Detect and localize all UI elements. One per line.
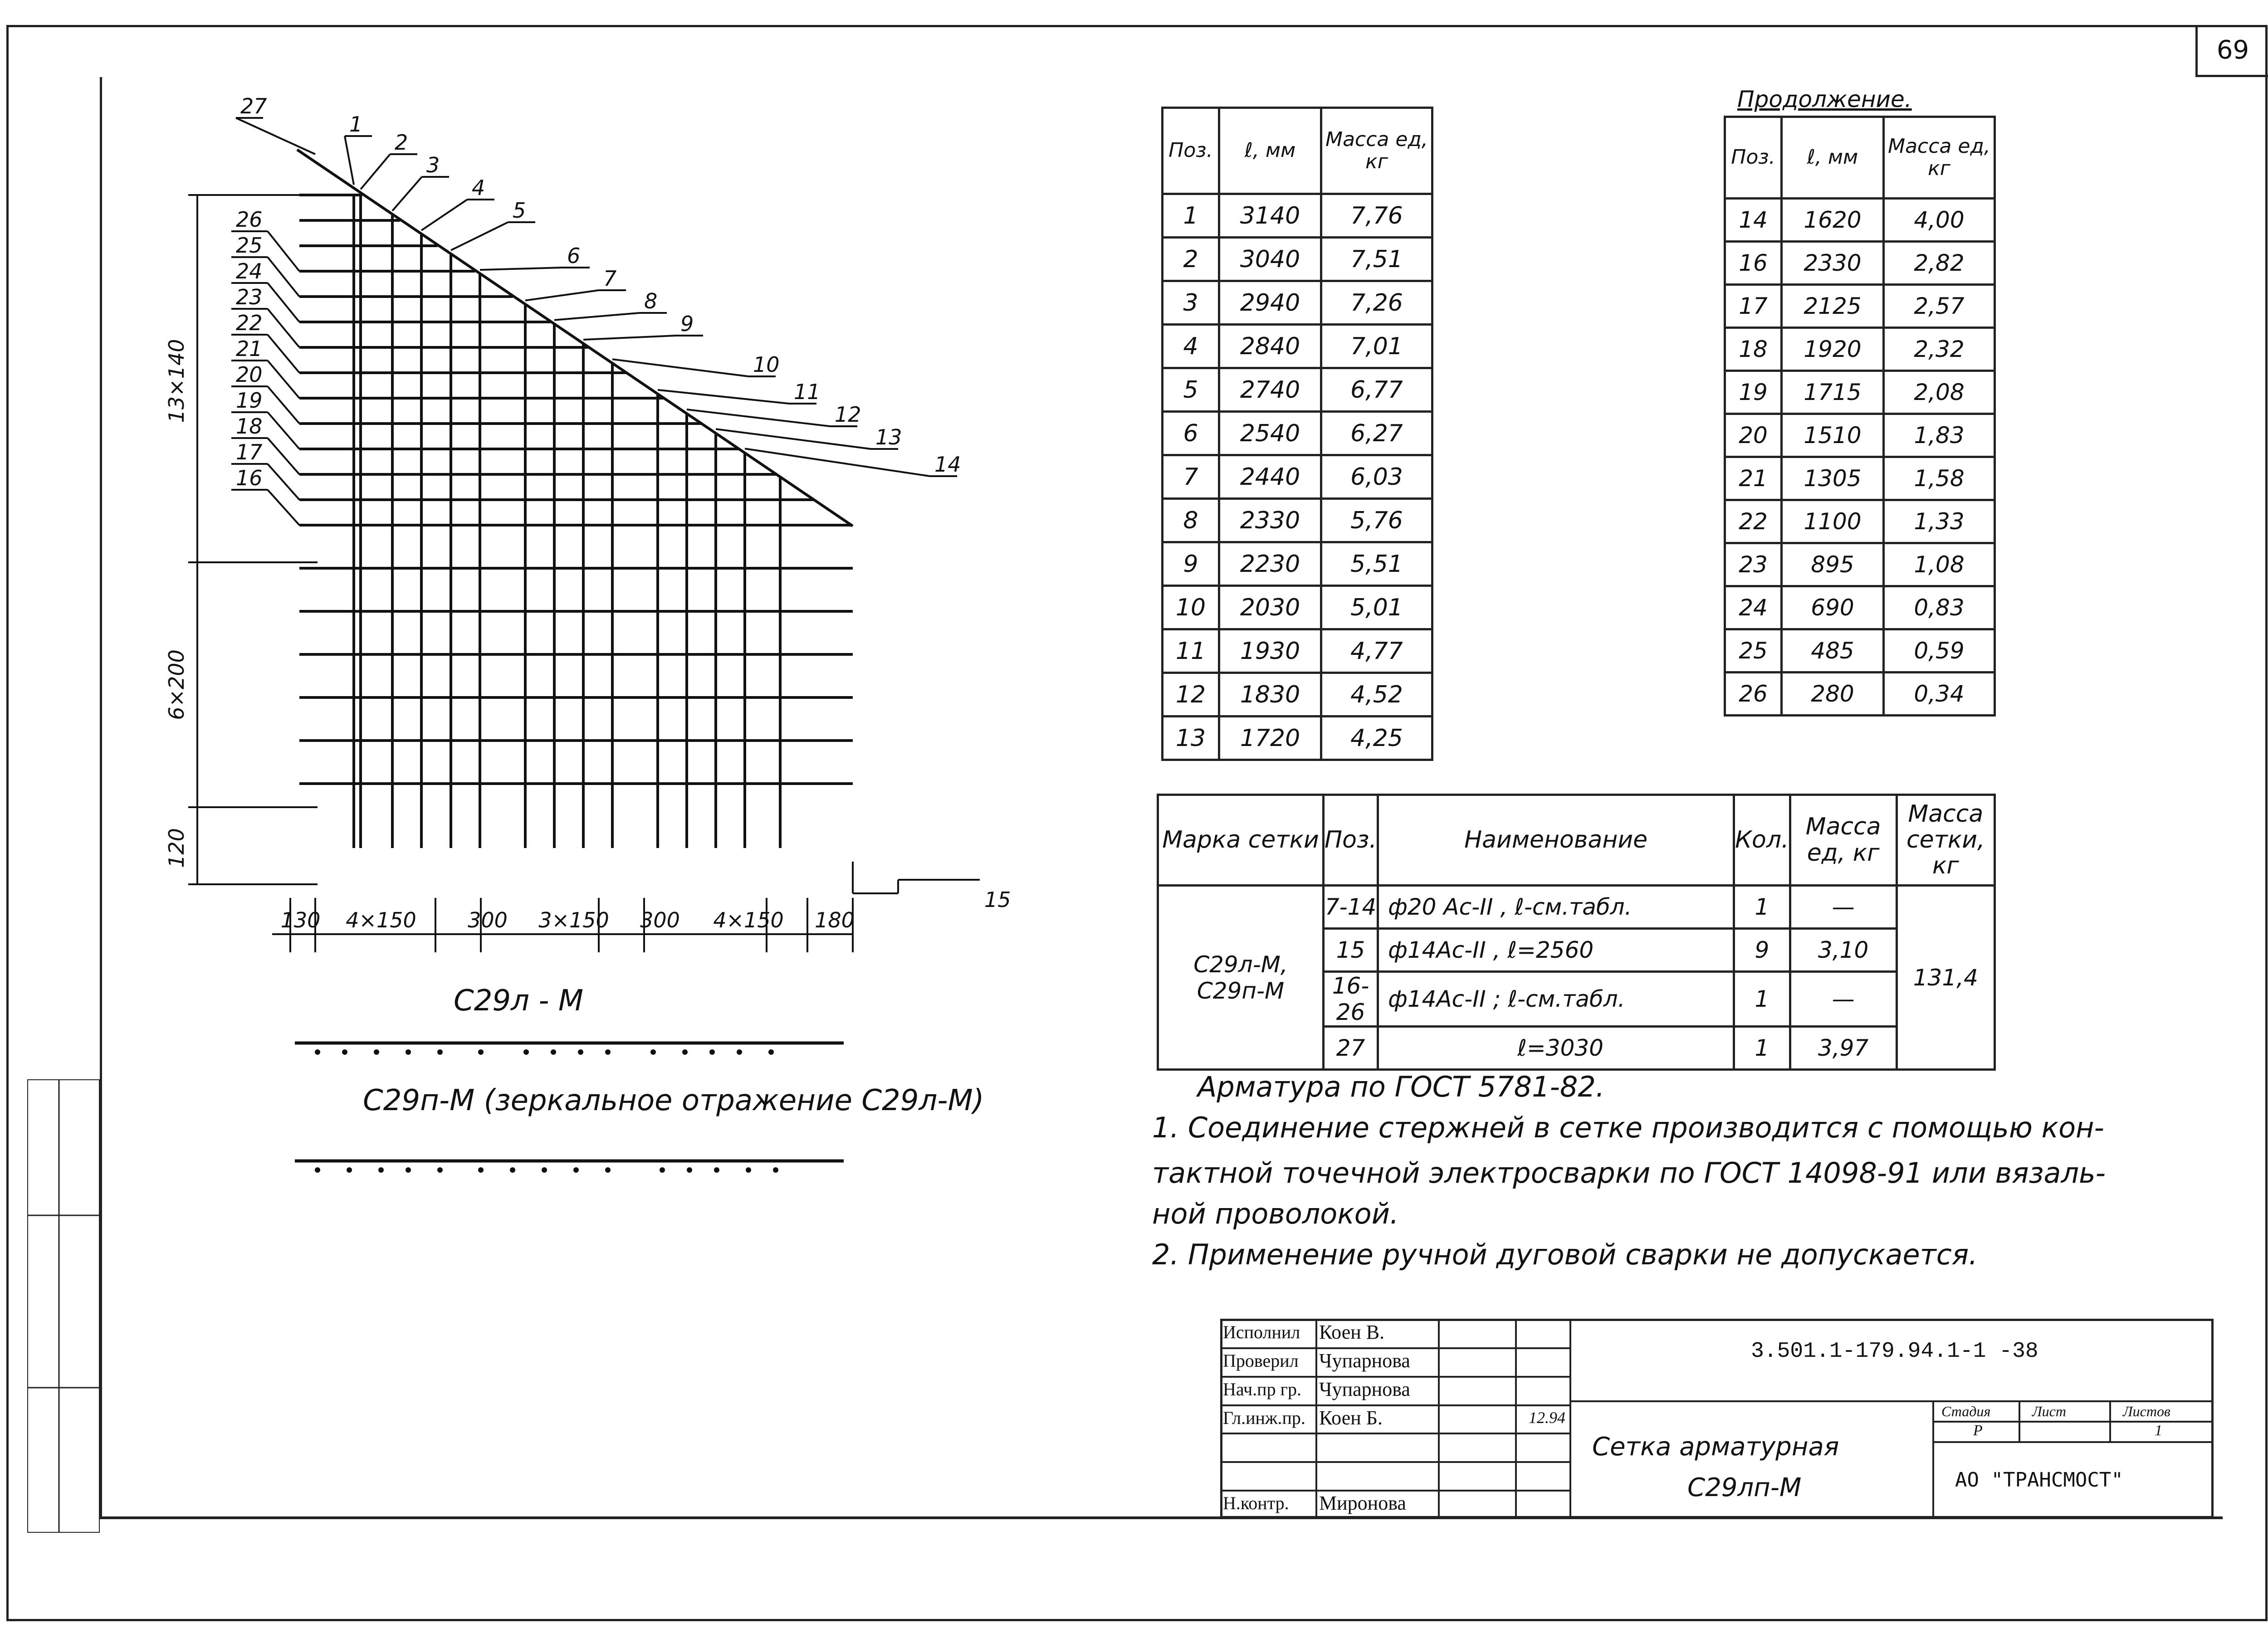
table-row [1163,499,1432,542]
title-block-divider [1932,1400,1934,1518]
cell-pos: 26 [1725,673,1782,716]
header-name: Наименование [1378,795,1734,886]
note-1-line2: тактной точечной электросварки по ГОСТ 14098-91 или вязаль- [1152,1156,2106,1189]
cell-length: 2030 [1219,586,1321,629]
cell-pos: 3 [1163,281,1219,325]
table-row [1163,325,1432,368]
spec-name: ф14Аc-II ; ℓ-см.табл. [1378,972,1734,1027]
table-row [1163,238,1432,281]
table-row [1725,457,1995,500]
bar-section-dot [374,1049,379,1055]
header-qty: Кол. [1734,795,1790,886]
bar-section-dot [347,1167,352,1173]
mesh-mark: С29л-М, С29п-М [1158,886,1324,1070]
header-pos: Поз. [1725,117,1782,199]
cell-length: 1715 [1782,371,1884,414]
doc-code: 3.501.1-179.94.1-1 -38 [1751,1339,2038,1364]
cell-mass: 4,25 [1321,717,1432,760]
spec-mass: 3,97 [1790,1027,1897,1070]
note-2: 2. Применение ручной дуговой сварки не допускается. [1152,1238,1978,1271]
cell-mass: 7,51 [1321,238,1432,281]
header-mass: Масса ед, кг [1884,117,1995,199]
table-row [1725,673,1995,716]
cell-length: 1930 [1219,629,1321,673]
bar-section-dot [378,1167,384,1173]
dimension-label: 6×200 [164,649,189,720]
table-row [1725,199,1995,242]
title-block-divider [1220,1433,1569,1434]
cell-mass: 0,34 [1884,673,1995,716]
cell-mass: 4,77 [1321,629,1432,673]
header-mass: Масса ед, кг [1321,108,1432,194]
cell-pos: 14 [1725,199,1782,242]
bar-section-dot [737,1049,742,1055]
cell-mass: 1,58 [1884,457,1995,500]
spec-mass: 3,10 [1790,929,1897,972]
table-row [1725,629,1995,673]
cell-mass: 5,51 [1321,542,1432,586]
cell-length: 2330 [1219,499,1321,542]
bar-section-dot [605,1167,611,1173]
cell-mass: 1,33 [1884,500,1995,543]
spec-pos: 16-26 [1324,972,1378,1027]
table-row [1725,500,1995,543]
title-block-divider [1569,1319,1571,1518]
cell-mass: 6,27 [1321,412,1432,455]
table-row [1163,542,1432,586]
cell-mass: 2,57 [1884,285,1995,328]
title-date: 12.94 [1529,1408,1565,1427]
bar-section-dot [714,1167,719,1173]
bar-section-dot [709,1049,715,1055]
spec-mass: — [1790,886,1897,929]
title-person: Коен Б. [1319,1406,1383,1429]
cell-pos: 7 [1163,455,1219,499]
mesh-caption: С29л - М [454,984,584,1018]
spec-table [1157,794,1996,1071]
cell-pos: 21 [1725,457,1782,500]
cell-pos: 22 [1725,500,1782,543]
sheets-value: 1 [2155,1422,2162,1439]
table-row [1163,412,1432,455]
position-label: 8 [644,289,658,313]
cell-mass: 5,76 [1321,499,1432,542]
cell-mass: 0,59 [1884,629,1995,673]
cell-length: 1830 [1219,673,1321,717]
title-person: Чупарнова [1319,1378,1410,1400]
position-label: 5 [513,198,526,223]
position-label: 23 [236,285,263,309]
dimension-label: 130 [280,908,321,932]
table-row [1163,455,1432,499]
table-row [1725,543,1995,586]
cell-pos: 1 [1163,194,1219,238]
spec-name: ф14Аc-II , ℓ=2560 [1378,929,1734,972]
cell-length: 2940 [1219,281,1321,325]
position-label: 10 [753,352,780,377]
cell-mass: 7,01 [1321,325,1432,368]
position-label: 27 [240,94,267,118]
title-person: Чупарнова [1319,1349,1410,1372]
table-row [1725,586,1995,629]
dimension-label: 120 [164,828,189,868]
cell-pos: 24 [1725,586,1782,629]
cell-pos: 8 [1163,499,1219,542]
dimension-label: 13×140 [164,339,189,423]
bar-section-dot [406,1049,411,1055]
spec-mass: — [1790,972,1897,1027]
cell-length: 485 [1782,629,1884,673]
cell-pos: 13 [1163,717,1219,760]
title-block-divider [1569,1400,2214,1402]
table-row [1725,285,1995,328]
header-unit-mass: Масса ед, кг [1790,795,1897,886]
cell-length: 2230 [1219,542,1321,586]
table-row [1163,281,1432,325]
spec-qty: 1 [1734,886,1790,929]
title-block-divider [2019,1400,2020,1441]
position-label: 20 [236,362,263,387]
total-mass: 131,4 [1897,886,1994,1070]
position-label: 13 [875,425,902,449]
title-block-divider [1220,1404,1569,1406]
cell-pos: 5 [1163,368,1219,412]
position-label: 16 [236,466,263,490]
table-row [1725,371,1995,414]
bar-section-dot [551,1049,556,1055]
cell-length: 2125 [1782,285,1884,328]
note-1-line1: 1. Соединение стержней в сетке производится с помощью кон- [1152,1111,2104,1144]
cell-mass: 6,03 [1321,455,1432,499]
bar-section-dot [660,1167,665,1173]
cell-mass: 2,32 [1884,328,1995,371]
cell-pos: 4 [1163,325,1219,368]
position-label: 14 [934,452,961,477]
header-mark: Марка сетки [1158,795,1324,886]
bar-section-dot [478,1167,484,1173]
position-label: 25 [236,233,263,258]
spec-pos: 27 [1324,1027,1378,1070]
cell-pos: 20 [1725,414,1782,457]
cell-pos: 17 [1725,285,1782,328]
cell-length: 2740 [1219,368,1321,412]
mesh-drawing [136,91,1043,975]
section-view-right [290,1147,857,1184]
position-label: 2 [395,130,408,155]
table-row [1163,629,1432,673]
bar-section-dot [605,1049,611,1055]
bar-section-dot [573,1167,579,1173]
table-row [1163,368,1432,412]
bar-section-dot [315,1167,320,1173]
note-gost: Арматура по ГОСТ 5781-82. [1198,1070,1605,1103]
cell-length: 1100 [1782,500,1884,543]
bar-section-dot [578,1049,583,1055]
table-row [1725,328,1995,371]
company-name: АО "ТРАНСМОСТ" [1955,1468,2123,1492]
header-total-mass: Масса сетки, кг [1897,795,1994,886]
position-label: 26 [236,207,263,232]
cell-mass: 2,82 [1884,242,1995,285]
continuation-table [1724,116,1996,717]
cell-mass: 2,08 [1884,371,1995,414]
header-pos: Поз. [1163,108,1219,194]
position-label: 12 [835,402,861,427]
cell-pos: 25 [1725,629,1782,673]
dimension-label: 300 [640,908,680,932]
dimension-label: 300 [468,908,508,932]
stage-value: Р [1973,1422,1983,1439]
position-label: 21 [236,336,263,361]
positions-table [1161,107,1433,761]
spec-qty: 1 [1734,1027,1790,1070]
bar-section-dot [510,1167,515,1173]
bar-section-dot [682,1049,688,1055]
cell-length: 2540 [1219,412,1321,455]
drawing-title: Сетка арматурная [1592,1432,1839,1462]
section-view-left [290,1029,857,1066]
position-label: 24 [236,259,263,283]
cell-mass: 4,00 [1884,199,1995,242]
bar-section-dot [746,1167,751,1173]
cell-pos: 16 [1725,242,1782,285]
bar-section-dot [773,1167,778,1173]
bar-section-dot [542,1167,547,1173]
bar-section-dot [768,1049,774,1055]
title-block-divider [1932,1441,2214,1443]
sheet-label: Лист [2032,1403,2066,1419]
position-label: 22 [236,311,263,335]
bar-section-dot [342,1049,347,1055]
cell-pos: 2 [1163,238,1219,281]
cell-mass: 1,08 [1884,543,1995,586]
position-label: 1 [349,112,363,136]
cell-mass: 0,83 [1884,586,1995,629]
cell-mass: 7,76 [1321,194,1432,238]
sheets-label: Листов [2123,1403,2170,1419]
dimension-label: 4×150 [713,908,784,932]
bar-section-dot [523,1049,529,1055]
cell-pos: 11 [1163,629,1219,673]
title-block-divider [2109,1400,2111,1441]
mirror-caption: С29п-М (зеркальное отражение С29л-М) [363,1084,984,1117]
spec-pos: 7-14 [1324,886,1378,929]
continuation-title: Продолжение. [1737,86,1912,112]
cell-length: 1720 [1219,717,1321,760]
title-role: Гл.инж.пр. [1223,1407,1305,1428]
table-row [1163,673,1432,717]
cell-length: 2330 [1782,242,1884,285]
title-role: Н.контр. [1223,1493,1289,1514]
title-role: Исполнил [1223,1322,1300,1342]
bar-section-dot [437,1167,443,1173]
drawing-mark: С29лп-М [1687,1473,1802,1502]
position-label: 18 [236,414,263,439]
table-row [1163,586,1432,629]
side-stamp [27,1079,100,1533]
header-length: ℓ, мм [1782,117,1884,199]
cell-mass: 5,01 [1321,586,1432,629]
position-label: 19 [236,388,263,413]
title-block-divider [1220,1461,1569,1463]
cell-pos: 10 [1163,586,1219,629]
cell-pos: 9 [1163,542,1219,586]
cell-mass: 6,77 [1321,368,1432,412]
cell-pos: 12 [1163,673,1219,717]
cell-mass: 7,26 [1321,281,1432,325]
sheet-number: 69 [2195,25,2268,77]
bar-section-dot [650,1049,656,1055]
position-label: 4 [472,175,485,200]
title-role: Нач.пр гр. [1223,1379,1301,1399]
dimension-label: 4×150 [346,908,416,932]
position-label: 3 [426,153,440,177]
table-row [1163,717,1432,760]
spec-pos: 15 [1324,929,1378,972]
position-label: 15 [984,887,1011,912]
cell-length: 3040 [1219,238,1321,281]
cell-length: 1620 [1782,199,1884,242]
spec-qty: 9 [1734,929,1790,972]
table-row [1725,414,1995,457]
header-pos: Поз. [1324,795,1378,886]
position-label: 11 [794,380,821,404]
spec-name: ф20 Аc-II , ℓ-см.табл. [1378,886,1734,929]
spec-qty: 1 [1734,972,1790,1027]
cell-length: 2440 [1219,455,1321,499]
stage-label: Стадия [1941,1403,1991,1419]
bar-section-dot [315,1049,320,1055]
cell-pos: 23 [1725,543,1782,586]
table-row [1163,194,1432,238]
cell-length: 3140 [1219,194,1321,238]
bar-section-dot [478,1049,484,1055]
cell-length: 1305 [1782,457,1884,500]
cell-pos: 18 [1725,328,1782,371]
cell-length: 895 [1782,543,1884,586]
position-label: 9 [680,312,694,336]
cell-pos: 6 [1163,412,1219,455]
cell-length: 280 [1782,673,1884,716]
spec-name: ℓ=3030 [1378,1027,1734,1070]
bar-section-dot [437,1049,443,1055]
header-length: ℓ, мм [1219,108,1321,194]
note-1-line3: ной проволокой. [1152,1197,1399,1230]
position-label: 6 [567,244,581,268]
position-label: 17 [236,440,263,464]
title-person: Коен В. [1319,1321,1385,1343]
dimension-label: 180 [815,908,855,932]
bar-section-dot [687,1167,692,1173]
cell-length: 1510 [1782,414,1884,457]
dimension-label: 3×150 [538,908,609,932]
position-label: 7 [603,266,617,291]
cell-length: 690 [1782,586,1884,629]
table-row [1725,242,1995,285]
cell-pos: 19 [1725,371,1782,414]
cell-length: 1920 [1782,328,1884,371]
title-role: Проверил [1223,1350,1299,1371]
cell-mass: 1,83 [1884,414,1995,457]
cell-mass: 4,52 [1321,673,1432,717]
bar-section-dot [406,1167,411,1173]
title-person: Миронова [1319,1492,1406,1515]
cell-length: 2840 [1219,325,1321,368]
